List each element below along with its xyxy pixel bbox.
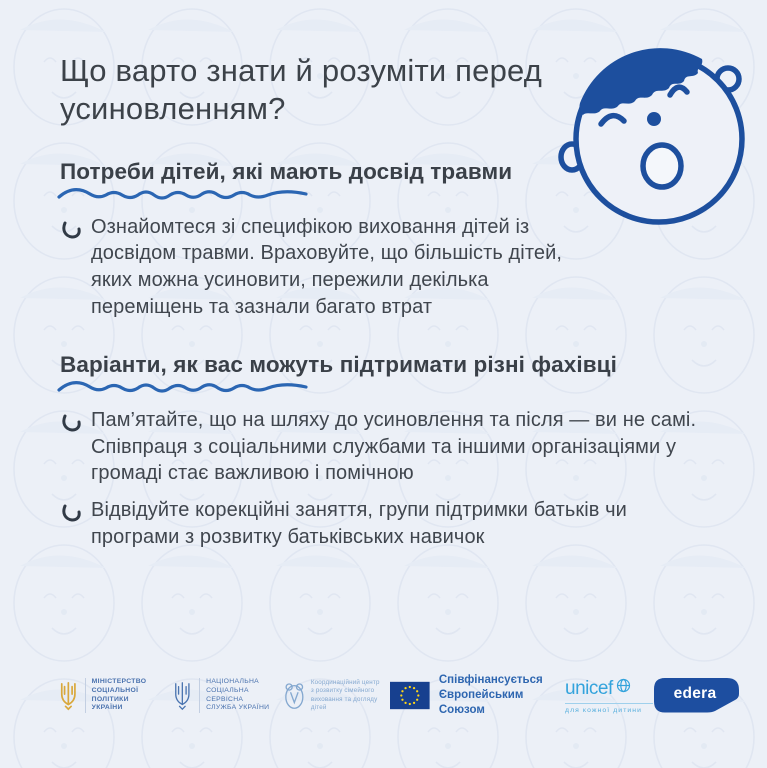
edera-wordmark: edera [673,684,717,702]
eu-cofunding-logo [390,673,565,718]
unicef-wordmark: unicef [565,677,613,699]
list-item [60,214,720,320]
bullet-text: Відвідуйте корекційні заняття, групи підтримки батьків чи програми з розвитку батьківських навичок [91,499,627,548]
curved-arrow-bullet-icon [60,219,82,241]
national-social-service-logo [172,678,283,713]
bullet-text: Ознайомтеся зі специфікою виховання дітей із досвідом травми. Враховуйте, що більшість дітей, яких можна усиновити, пережили декілька переміщень та зазнали багато втрат [91,215,563,318]
coordination-center-icon [283,680,306,712]
unicef-logo [565,678,653,714]
eu-flag-icon [390,681,430,710]
unicef-globe-icon [616,678,631,693]
eu-cofunding-label: Співфінансується Європейським Союзом [438,674,543,717]
page-title: Що варто знати й розуміти перед усиновленням? [60,53,543,127]
curved-arrow-bullet-icon [60,502,82,524]
partner-logos-footer [58,673,745,718]
wavy-underline [56,186,316,202]
section-heading-support: Варіанти, як вас можуть підтримати різні фахівці [60,352,617,378]
blue-trident-icon [172,680,193,712]
edera-logo [653,677,745,715]
list-item [60,407,720,487]
bullet-text: Пам’ятайте, що на шляху до усиновлення та після — ви не самі. Співпраця з соціальними службами та іншими організаціями у громаді стає важливою і помічною [91,409,697,485]
coordination-center-logo [283,679,390,712]
wavy-underline [56,379,316,395]
unicef-divider [565,703,653,704]
gold-trident-icon [58,680,79,712]
national-service-label: НАЦІОНАЛЬНА СОЦІАЛЬНА СЕРВІСНА СЛУЖБА УКРАЇНИ [199,678,283,713]
coordination-center-label: Координаційний центр з розвитку сімейного виховання та догляду дітей [310,678,380,711]
unicef-tagline: для кожної дитини [565,706,643,714]
ministry-label: МІНІСТЕРСТВО СОЦІАЛЬНОЇ ПОЛІТИКИ УКРАЇНИ [85,678,173,713]
section-heading-trauma: Потреби дітей, які мають досвід травми [60,158,513,184]
ministry-of-social-policy-logo [58,678,172,713]
curved-arrow-bullet-icon [60,412,82,434]
list-item [60,497,720,550]
